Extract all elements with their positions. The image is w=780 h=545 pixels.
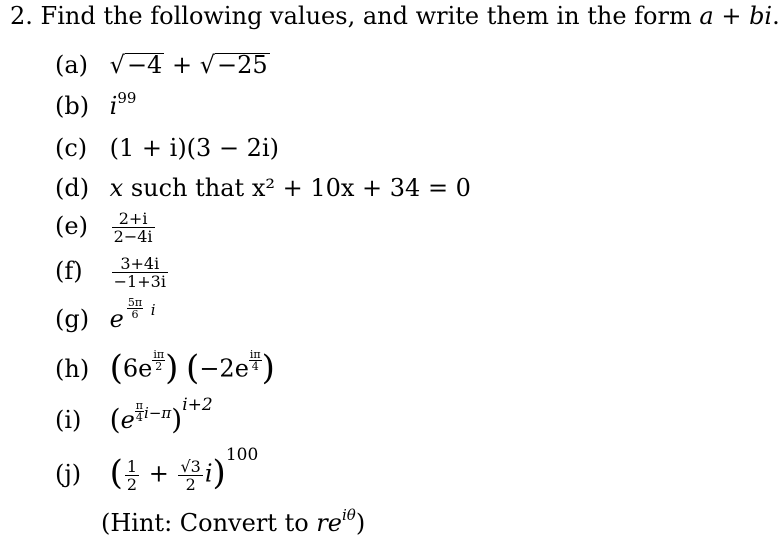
denominator: 2 (155, 359, 163, 373)
hint-re: re (316, 509, 342, 537)
numerator: 5π (127, 296, 143, 309)
form-bi: bi (749, 2, 773, 30)
item-label: (g) (55, 305, 90, 333)
numerator: √3 (180, 456, 201, 476)
exponent-fraction (152, 349, 165, 372)
denominator: 6 (131, 308, 139, 321)
power-base: i (109, 92, 118, 120)
outer-exponent: i+2 (182, 395, 213, 415)
denominator: 2 (126, 474, 138, 494)
item-label: (d) (55, 174, 90, 202)
fraction (125, 458, 139, 493)
item-j: (j) ( $\frac{1}{2}$ + $\frac{√3}{2}$ i)$^{100}$ (55, 444, 259, 494)
item-a (55, 51, 270, 79)
sqrt-sign-icon: √ (109, 51, 125, 79)
connector-text: such that (123, 174, 252, 202)
item-d (55, 174, 471, 202)
factor-2: −2e (199, 354, 249, 383)
power-exponent: 100 (225, 444, 259, 465)
numerator: 3+4i (112, 255, 168, 273)
exponent-i: i (150, 301, 156, 319)
imag-unit: i (204, 459, 213, 488)
item-label: (i) (55, 406, 82, 434)
plus-sign: + (148, 459, 169, 488)
numerator: iπ (249, 347, 261, 361)
fraction (112, 255, 168, 290)
exp-base: e (109, 305, 124, 333)
denominator: 2−4i (113, 227, 153, 246)
form-plus: + (721, 2, 742, 30)
item-label: (e) (55, 212, 88, 240)
power-exponent: 99 (117, 89, 137, 107)
item-h: (h) (6e $\frac{i\pi}{2}$ ) (−2e $\frac{i\pi}{4}$ ) (55, 347, 275, 388)
variable: x (109, 174, 124, 202)
exponent-fraction (127, 297, 143, 320)
item-label: (h) (55, 354, 90, 383)
denominator: 4 (135, 411, 143, 424)
item-i: (i) (e $\frac{\pi}{4}$ i−π)$^{i+2}$ (55, 395, 213, 436)
item-f (55, 255, 170, 290)
exponent-fraction (249, 349, 262, 372)
fraction (178, 458, 202, 493)
problem-header (10, 1, 780, 31)
denominator: 4 (251, 359, 259, 373)
factor-1: 6e (122, 354, 153, 383)
exponent-fraction (135, 400, 144, 423)
item-label: (f) (55, 257, 83, 285)
item-label: (j) (55, 459, 82, 488)
item-label: (b) (55, 92, 90, 120)
problem-number: 2. (10, 2, 33, 30)
item-c (55, 134, 279, 162)
numerator: 1 (126, 456, 138, 476)
numerator: iπ (153, 347, 165, 361)
numerator: 2+i (112, 210, 155, 228)
exp-base: e (120, 406, 135, 434)
expression: (1 + i)(3 − 2i) (109, 134, 279, 162)
hint-close: ) (355, 509, 366, 537)
plus-sign: + (171, 51, 193, 79)
sqrt-sign-icon: √ (199, 51, 216, 79)
problem-prompt: Find the following values, and write them in the form (40, 2, 692, 30)
form-a: a (699, 2, 714, 30)
hint-exponent: iθ (341, 506, 356, 524)
denominator: 2 (185, 474, 196, 494)
hint (101, 506, 366, 537)
sqrt-radicand: −25 (217, 51, 268, 79)
form-end: . (772, 2, 780, 30)
equation: x² + 10x + 34 = 0 (251, 174, 471, 202)
numerator: π (135, 399, 144, 412)
hint-text: (Hint: Convert to (101, 509, 317, 537)
exponent-rest: i−π (144, 404, 172, 422)
item-label: (a) (55, 51, 89, 79)
item-e (55, 210, 157, 245)
sqrt-radicand: −4 (126, 51, 163, 79)
item-label: (c) (55, 134, 88, 162)
denominator: −1+3i (113, 272, 166, 291)
fraction (112, 210, 155, 245)
item-b (55, 89, 137, 120)
